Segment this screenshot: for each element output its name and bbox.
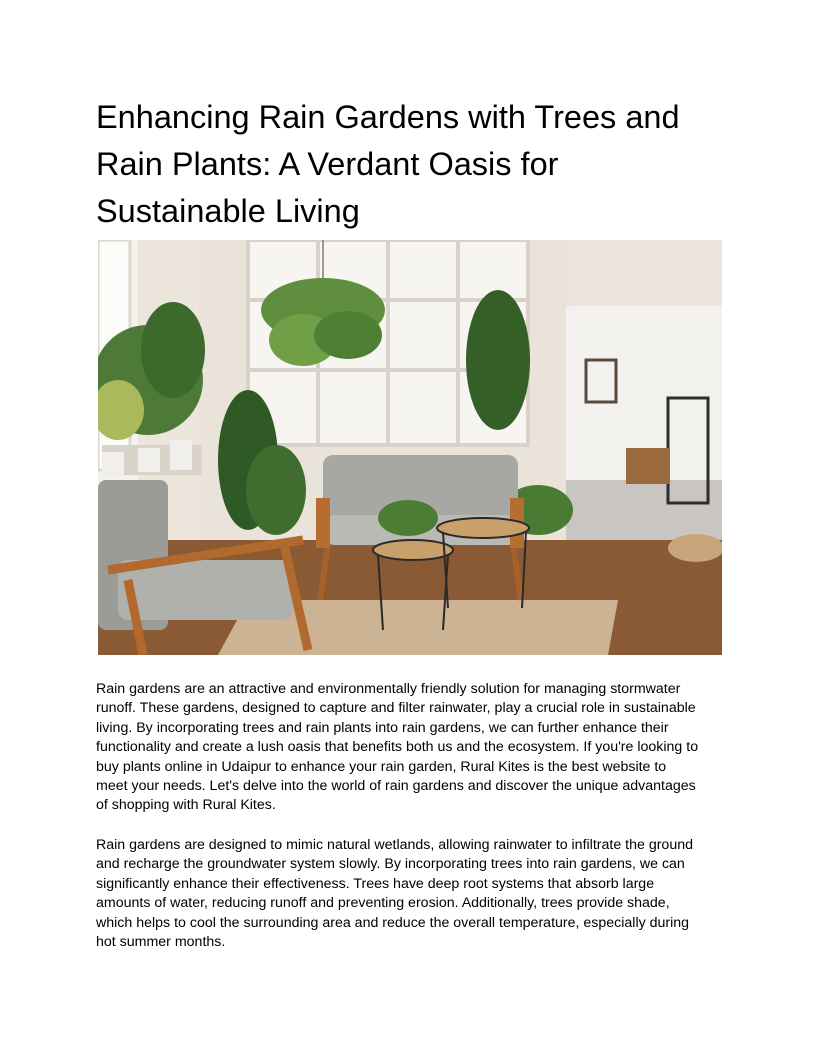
paragraph-line: functionality and create a lush oasis that benefits both us and the ecosystem. If you're looking to bbox=[96, 739, 699, 756]
paragraph-line: living. By incorporating trees and rain plants into rain gardens, we can further enhance their bbox=[96, 719, 669, 736]
paragraph-line: Rain gardens are an attractive and environmentally friendly solution for managing stormwater bbox=[96, 681, 681, 697]
article-title bbox=[96, 94, 736, 235]
paragraph-rain-gardens-trees bbox=[96, 836, 726, 952]
paragraph-line: which helps to cool the surrounding area and reduce the overall temperature, especially during bbox=[96, 914, 690, 931]
living-room-plants-photo bbox=[98, 240, 722, 655]
paragraph-intro bbox=[96, 680, 726, 816]
paragraph-line: significantly enhance their effectiveness. Trees have deep root systems that absorb large bbox=[96, 875, 655, 892]
title-line: Enhancing Rain Gardens with Trees and bbox=[96, 99, 680, 135]
hero-image bbox=[98, 240, 722, 655]
paragraph-line: runoff. These gardens, designed to capture and filter rainwater, play a crucial role in sustainable bbox=[96, 700, 696, 717]
paragraph-line: of shopping with Rural Kites. bbox=[96, 797, 276, 814]
paragraph-line: Rain gardens are designed to mimic natural wetlands, allowing rainwater to infiltrate the ground bbox=[96, 837, 693, 853]
paragraph-line: and recharge the groundwater system slowly. By incorporating trees into rain gardens, we can bbox=[96, 856, 685, 873]
paragraph-line: buy plants online in Udaipur to enhance your rain garden, Rural Kites is the best website to bbox=[96, 758, 667, 775]
paragraph-line: amounts of water, reducing runoff and preventing erosion. Additionally, trees provide shade, bbox=[96, 895, 670, 912]
paragraph-line: hot summer months. bbox=[96, 934, 226, 951]
title-line: Rain Plants: A Verdant Oasis for bbox=[96, 146, 559, 182]
title-line: Sustainable Living bbox=[96, 193, 360, 229]
paragraph-line: meet your needs. Let's delve into the world of rain gardens and discover the unique advantages bbox=[96, 778, 696, 795]
